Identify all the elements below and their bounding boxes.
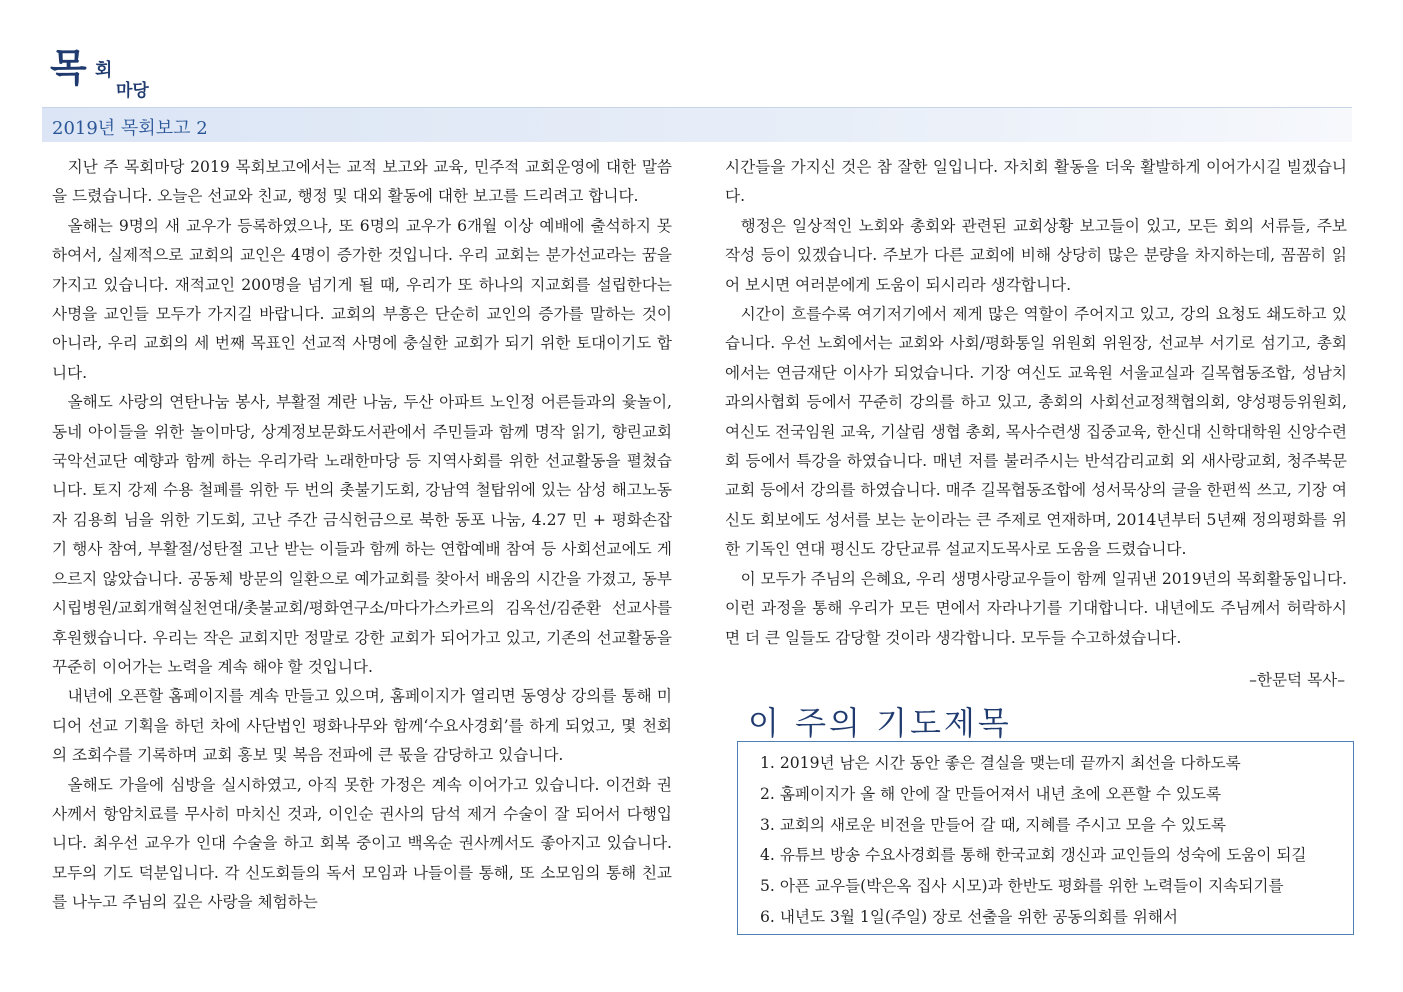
prayer-item: 4. 유튜브 방송 수요사경회를 통해 한국교회 갱신과 교인들의 성숙에 도움이 되길 — [760, 846, 1307, 865]
paragraph: 올해도 사랑의 연탄나눔 봉사, 부활절 계란 나눔, 두산 아파트 노인정 어른들과의 윷놀이, 동네 아이들을 위한 놀이마당, 상계정보문화도서관에서 주민들과 함께 명작 읽기, 향린교회 국악선교단 예향과 함께 하는 우리가락 노래한마당 등 지역사회를 위한 선교활동을 펼쳤습니다. 토지 강제 수용 철폐를 위한 두 번의 촛불기도회, 강남역 철탑위에 있는 삼성 해고노동자 김용희 님을 위한 기도회, 고난 주간 금식헌금으로 북한 동포 나눔, 4.27 민 + 평화손잡기 행사 참여, 부활절/성탄절 고난 받는 이들과 함께 하는 연합예배 참여 등 사회선교에도 게으르지 않았습니다. 공동체 방문의 일환으로 예가교회를 찾아서 배움의 시간을 가졌고, 동부시립병원/교회개혁실천연대/촛불교회/평화연구소/마다가스카르의 김옥선/김준환 선교사를 후원했습니다. 우리는 작은 교회지만 정말로 강한 교회가 되어가고 있고, 기존의 선교활동을 꾸준히 이어가는 노력을 계속 해야 할 것입니다. — [52, 393, 672, 676]
prayer-item: 3. 교회의 새로운 비전을 만들어 갈 때, 지혜를 주시고 모을 수 있도록 — [760, 815, 1227, 834]
prayer-item: 2. 홈페이지가 올 해 안에 잘 만들어져서 내년 초에 오픈할 수 있도록 — [760, 784, 1222, 803]
paragraph: 행정은 일상적인 노회와 총회와 관련된 교회상황 보고들이 있고, 모든 회의 서류들, 주보 작성 등이 있겠습니다. 주보가 다른 교회에 비해 상당히 많은 분량을 차지하는데, 꼼꼼히 읽어 보시면 여러분에게 도움이 되시리라 생각합니다. — [725, 216, 1347, 294]
paragraph: 이 모두가 주님의 은혜요, 우리 생명사랑교우들이 함께 일궈낸 2019년의 목회활동입니다. 이런 과정을 통해 우리가 모든 면에서 자라나기를 기대합니다. 내년에도 주님께서 허락하시면 더 큰 일들도 감당할 것이라 생각합니다. 모두들 수고하셨습니다. — [725, 569, 1347, 647]
prayer-item: 6. 내년도 3월 1일(주일) 장로 선출을 위한 공동의회를 위해서 — [760, 907, 1178, 926]
paragraph: 올해는 9명의 새 교우가 등록하였으나, 또 6명의 교우가 6개월 이상 예배에 출석하지 못하여서, 실제적으로 교회의 교인은 4명이 증가한 것입니다. 우리 교회는 분가선교라는 꿈을 가지고 있습니다. 재적교인 200명을 넘기게 될 때, 우리가 또 하나의 지교회를 설립한다는 사명을 교인들 모두가 가지길 바랍니다. 교회의 부흥은 단순히 교인의 증가를 말하는 것이 아니라, 우리 교회의 세 번째 목표인 선교적 사명에 충실한 교회가 되기 위한 토대이기도 합니다. — [52, 216, 672, 382]
prayer-box — [737, 741, 1354, 935]
section-logo — [50, 46, 250, 102]
paragraph: 지난 주 목회마당 2019 목회보고에서는 교적 보고와 교육, 민주적 교회운영에 대한 말씀을 드렸습니다. 오늘은 선교와 친교, 행정 및 대외 활동에 대한 보고를 드리려고 합니다. — [52, 158, 672, 206]
page-title: 2019년 목회보고 2 — [52, 118, 208, 139]
prayer-item: 1. 2019년 남은 시간 동안 좋은 결실을 맺는데 끝까지 최선을 다하도록 — [760, 754, 1241, 772]
prayer-list — [760, 748, 1350, 933]
header-bar — [42, 107, 1352, 142]
paragraph: 시간들을 가지신 것은 참 잘한 일입니다. 자치회 활동을 더욱 활발하게 이어가시길 빌겠습니다. — [725, 158, 1347, 206]
paragraph: 올해도 가을에 심방을 실시하였고, 아직 못한 가정은 계속 이어가고 있습니다. 이건화 권사께서 항암치료를 무사히 마치신 것과, 이인순 권사의 담석 제거 수술이 잘 되어서 다행입니다. 최우선 교우가 인대 수술을 하고 회복 중이고 백옥순 권사께서도 좋아지고 있습니다. 모두의 기도 덕분입니다. 각 신도회들의 독서 모임과 나들이를 통해, 또 소모임의 통해 친교를 나누고 주님의 깊은 사랑을 체험하는 — [52, 775, 672, 912]
logo-big-char: 목 — [50, 45, 87, 90]
prayer-item: 5. 아픈 교우들(박은옥 집사 시모)과 한반도 평화를 위한 노력들이 지속되기를 — [760, 877, 1284, 896]
right-column — [725, 153, 1347, 653]
paragraph: 내년에 오픈할 홈페이지를 계속 만들고 있으며, 홈페이지가 열리면 동영상 강의를 통해 미디어 선교 기획을 하던 차에 사단법인 평화나무와 함께‘수요사경회’를 하게 되었고, 몇 천회의 조회수를 기록하며 교회 홍보 및 복음 전파에 큰 몫을 감당하고 있습니다. — [52, 687, 672, 765]
left-column — [52, 153, 672, 918]
signature: –한문덕 목사– — [1249, 671, 1345, 689]
logo-mid-char: 회 — [95, 60, 113, 81]
prayer-title: 이 주의 기도제목 — [748, 704, 1012, 742]
paragraph: 시간이 흐를수록 여기저기에서 제게 많은 역할이 주어지고 있고, 강의 요청도 쇄도하고 있습니다. 우선 노회에서는 교회와 사회/평화통일 위원회 위원장, 선교부 서기로 섬기고, 총회에서는 연금재단 이사가 되었습니다. 기장 여신도 교육원 서울교실과 길목협동조합, 성남치과의사협회 등에서 꾸준히 강의를 하고 있고, 총회의 사회선교정책협의회, 양성평등위원회, 여신도 전국임원 교육, 기살림 생협 총회, 목사수련생 집중교육, 한신대 신학대학원 신앙수련회 등에서 특강을 하였습니다. 매년 저를 불러주시는 반석감리교회 외 새사랑교회, 청주북문교회 등에서 강의를 하였습니다. 매주 길목협동조합에 성서묵상의 글을 한편씩 쓰고, 기장 여신도 회보에도 성서를 보는 눈이라는 큰 주제로 연재하며, 2014년부터 5년째 정의평화를 위한 기독인 연대 평신도 강단교류 설교지도목사로 도움을 드렸습니다. — [725, 305, 1347, 559]
logo-small-text: 마당 — [116, 81, 149, 101]
